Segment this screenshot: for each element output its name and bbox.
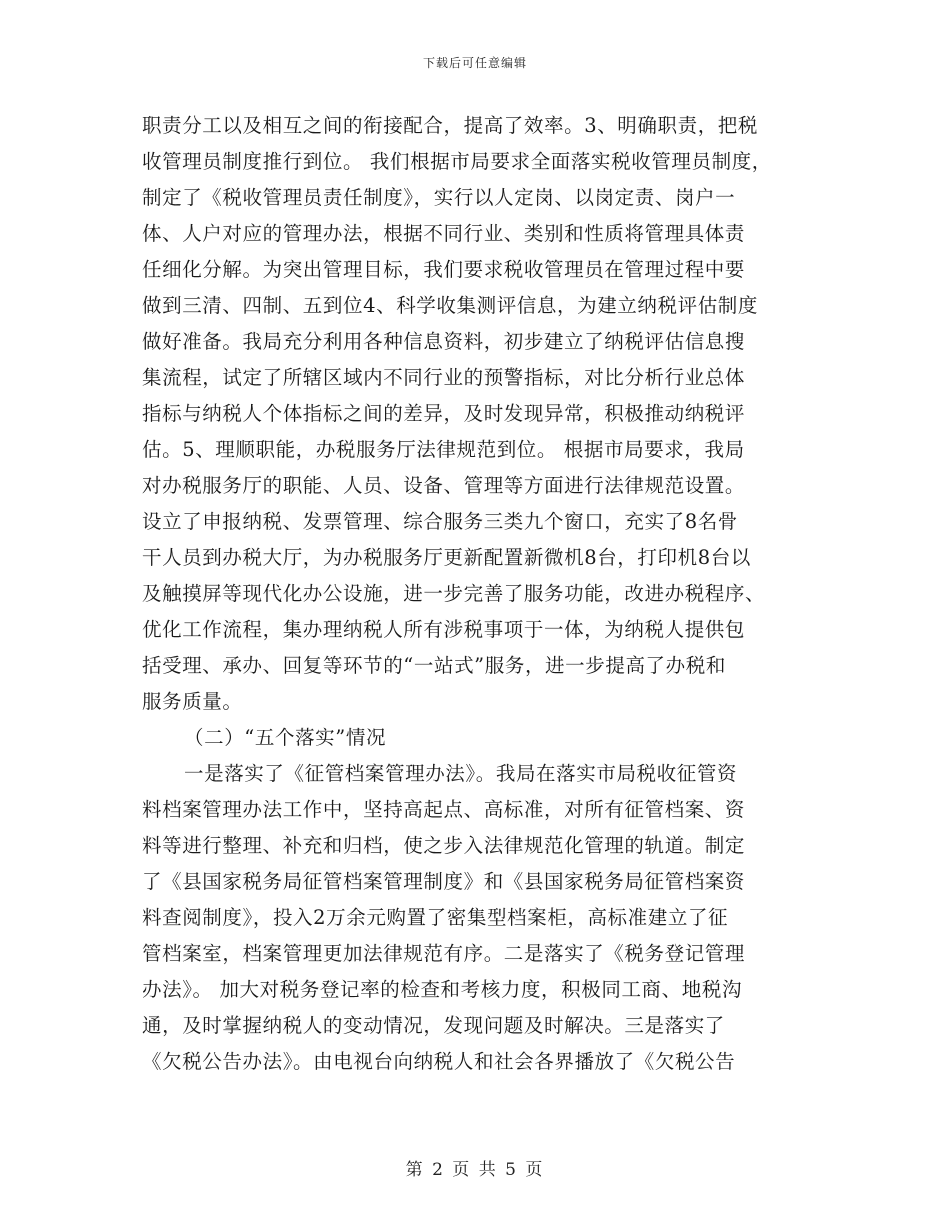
text-line: 料等进行整理、补充和归档，使之步入法律规范化管理的轨道。制定: [142, 834, 746, 857]
text-line: 了《县国家税务局征管档案管理制度》和《县国家税务局征管档案资: [142, 870, 746, 893]
text-line: 管档案室，档案管理更加法律规范有序。二是落实了《税务登记管理: [142, 942, 746, 965]
text-line: 及触摸屏等现代化办公设施，进一步完善了服务功能，改进办税程序、: [142, 582, 766, 605]
document-body: [142, 108, 822, 1080]
text-line: 对办税服务厅的职能、人员、设备、管理等方面进行法律规范设置。: [142, 474, 746, 497]
text-line: 括受理、承办、回复等环节的“一站式”服务，进一步提高了办税和: [142, 654, 726, 677]
text-line: 料查阅制度》，投入2万余元购置了密集型档案柜，高标准建立了征: [142, 906, 729, 929]
section-heading: （二）“五个落实”情况: [184, 726, 387, 749]
text-line: 办法》。 加大对税务登记率的检查和考核力度，积极同工商、地税沟: [142, 978, 743, 1001]
text-line: 设立了申报纳税、发票管理、综合服务三类九个窗口，充实了8名骨: [142, 510, 738, 533]
page-header: 下载后可任意编辑: [422, 56, 527, 70]
text-line: 优化工作流程，集办理纳税人所有涉税事项于一体，为纳税人提供包: [142, 618, 746, 641]
text-line: 集流程，试定了所辖区域内不同行业的预警指标，对比分析行业总体: [142, 366, 746, 389]
text-line: 通，及时掌握纳税人的变动情况，发现问题及时解决。三是落实了: [142, 1014, 725, 1037]
paragraph-first-line: 一是落实了《征管档案管理办法》。我局在落实市局税收征管资: [184, 762, 738, 785]
page-footer: 第 2 页 共 5 页: [405, 1160, 545, 1180]
text-line: 服务质量。: [142, 690, 243, 713]
text-line: 收管理员制度推行到位。 我们根据市局要求全面落实税收管理员制度，: [142, 150, 772, 173]
text-line: 职责分工以及相互之间的衔接配合，提高了效率。3、明确职责，把税: [142, 114, 759, 137]
text-line: 《欠税公告办法》。由电视台向纳税人和社会各界播放了《欠税公告: [142, 1050, 736, 1073]
text-line: 做好准备。我局充分利用各种信息资料，初步建立了纳税评估信息搜: [142, 330, 746, 353]
text-line: 干人员到办税大厅，为办税服务厅更新配置新微机8台，打印机8台以: [142, 546, 751, 569]
text-line: 估。5、理顺职能，办税服务厅法律规范到位。 根据市局要求，我局: [142, 438, 745, 461]
text-line: 体、人户对应的管理办法，根据不同行业、类别和性质将管理具体责: [142, 222, 746, 245]
text-line: 制定了《税收管理员责任制度》，实行以人定岗、以岗定责、岗户一: [142, 186, 736, 209]
text-line: 料档案管理办法工作中，坚持高起点、高标准，对所有征管档案、资: [142, 798, 746, 821]
text-line: 任细化分解。为突出管理目标，我们要求税收管理员在管理过程中要: [142, 258, 746, 281]
text-line: 做到三清、四制、五到位4、科学收集测评信息，为建立纳税评估制度: [142, 294, 759, 317]
text-line: 指标与纳税人个体指标之间的差异，及时发现异常，积极推动纳税评: [142, 402, 746, 425]
